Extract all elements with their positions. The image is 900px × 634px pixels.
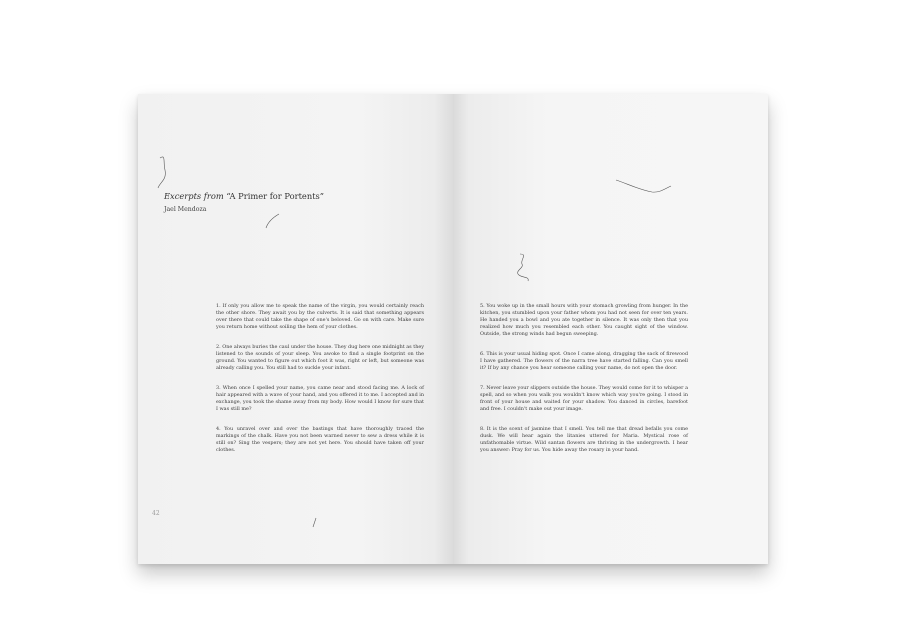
paragraph-7: 7. Never leave your slippers outside the house. They would come for it to whisper a spell, and so when you walk you wouldn't know which way you're going. I stood in front of your house and waited for your shadow. You danced in circles, barefoot and free. I couldn't make out your image. — [480, 385, 688, 412]
paragraph-1: 1. If only you allow me to speak the name of the virgin, you would certainly reach the other shore. They await you by the culverts. It is said that something appears over there that could take the shape of one's beloved. Go on with care. Make sure you return home without soiling the hem of your clothes. — [216, 303, 424, 330]
paragraph-6: 6. This is your usual hiding spot. Once I came along, dragging the sack of firewood I have gathered. The flowers of the narra tree have started falling. Can you smell it? If by any chance you hear someone calling your name, do not open the door. — [480, 351, 688, 371]
title-rest: “A Primer for Portents” — [223, 191, 325, 201]
right-page — [453, 94, 768, 564]
page-number: 42 — [152, 510, 160, 517]
paragraph-8: 8. It is the scent of jasmine that I smell. You tell me that dread befalls you come dusk. We will hear again the litanies uttered for Maria. Mystical rose of unfathomable virtue. Wild santan flowers are thriving in the undergrowth. I hear you answer: Pray for us. You hide away the rosary in your hand. — [480, 426, 688, 454]
paragraph-2: 2. One always buries the caul under the house. They dug here one midnight as they listened to the sounds of your sleep. You awoke to find a single footprint on the ground. You wanted to figure out which foot it was, right or left, but someone was already calling you. You still had to suckle your infant. — [216, 344, 424, 371]
paragraph-3: 3. When once I spelled your name, you came near and stood facing me. A lock of hair appeared with a wave of your hand, and you offered it to me. I accepted and in exchange, you took the shame away from my body. How would I know for sure that I was still me? — [216, 385, 424, 412]
paragraph-5: 5. You woke up in the small hours with your stomach growling from hunger. In the kitchen, you stumbled upon your father whom you had not seen for over ten years. He handed you a bowl and you ate together in silence. It was only then that you realized how much you resembled each other. You caught sight of the window. Outside, the strong winds had begun sweeping. — [480, 303, 688, 337]
paragraph-4: 4. You unravel over and over the bastings that have thoroughly traced the markings of the chalk. Have you not been warned never to sew a dress while it is still on? Sing the vespers; they are not yet here. You should have taken off your clothes. — [216, 426, 424, 454]
book-spread — [138, 94, 768, 564]
title-italic: Excerpts from — [164, 191, 224, 201]
right-text-column — [480, 303, 688, 468]
left-text-column — [216, 303, 424, 468]
author-name: Jael Mendoza — [164, 206, 207, 213]
left-page — [138, 94, 453, 564]
page-title — [164, 191, 324, 201]
